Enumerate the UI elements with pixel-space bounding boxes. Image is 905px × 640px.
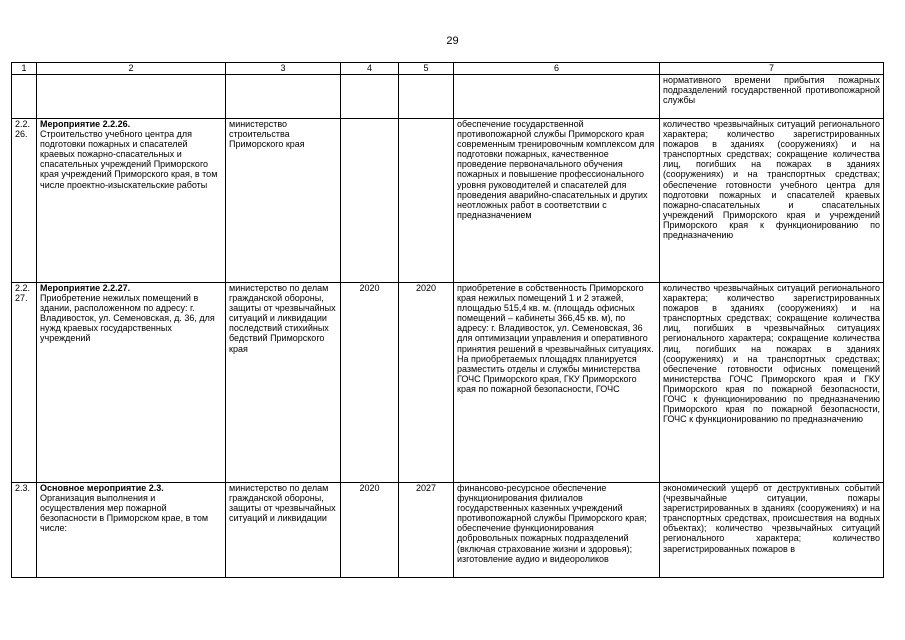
row-number	[12, 483, 37, 578]
table-row	[12, 483, 884, 578]
indicators-cell: количество чрезвычайных ситуаций регионального характера; количество зарегистрированных пожаров в зданиях (сооружениях) и на транспортных средствах; сокращение количества лиц, погибших в чрезвычайных ситуациях регионального характера; сокращение количества лиц, погибших на пожарах в зданиях (сооружениях) и на транспортных средствах; обеспечение готовности офисных помещений министерства ГОЧС Приморского края и ГКУ Приморского края по пожарной безопасности, ГОЧС к функционированию по предназначению Приморского края по пожарной безопасности, ГОЧС к функционированию по предназначению	[660, 283, 884, 483]
activity-cell	[37, 119, 226, 283]
executor-cell: министерство по делам гражданской обороны, защиты от чрезвычайных ситуаций и ликвидации последствий стихийных бедствий Приморского края	[226, 283, 341, 483]
header-col-1: 1	[12, 63, 37, 75]
activity-cell	[37, 75, 226, 119]
executor-cell: министерство строительства Приморского края	[226, 119, 341, 283]
activity-cell	[37, 483, 226, 578]
row-number	[12, 75, 37, 119]
start-year-cell	[341, 75, 399, 119]
description-cell	[454, 75, 660, 119]
activity-title: Мероприятие 2.2.26.	[40, 119, 131, 129]
activities-table	[11, 62, 884, 578]
activity-title: Мероприятие 2.2.27.	[40, 283, 131, 293]
row-number	[12, 119, 37, 283]
activity-text: Организация выполнения и осуществления мер пожарной безопасности в Приморском крае, в том числе:	[40, 493, 209, 534]
end-year-cell	[399, 119, 454, 283]
row-number-text: 2.3.	[15, 483, 31, 493]
end-year-cell: 2020	[399, 283, 454, 483]
description-cell: приобретение в собственность Приморского края нежилых помещений 1 и 2 этажей, площадью 515,4 кв. м. (площадь офисных помещений – кабинеты 366,45 кв. м), по адресу: г. Владивосток, ул. Семеновская, 36 для оптимизации управления и оперативного принятия решений в чрезвычайных ситуациях. На приобретаемых площадях планируется разместить отделы и службы министерства ГОЧС Приморского края, ГКУ Приморского края по пожарной безопасности, ГОЧС	[454, 283, 660, 483]
executor-cell: министерство по делам гражданской обороны, защиты от чрезвычайных ситуаций и ликвидации	[226, 483, 341, 578]
row-number-text: 2.2. 26.	[15, 119, 31, 140]
header-col-5: 5	[399, 63, 454, 75]
header-col-3: 3	[226, 63, 341, 75]
activity-text: Строительство учебного центра для подготовки пожарных и спасателей краевых пожарно-спасательных и спасательных учреждений Приморского края учреждений Приморского края, в том числе проектно-изыскательские работы	[40, 129, 218, 190]
table-row	[12, 75, 884, 119]
table-header	[12, 63, 884, 75]
row-number-text: 2.2. 27.	[15, 283, 31, 304]
activity-cell	[37, 283, 226, 483]
header-col-4: 4	[341, 63, 399, 75]
description-cell: обеспечение государственной противопожарной службы Приморского края современным тренировочным комплексом для подготовки пожарных, качественное проведение первоначального обучения пожарных и повышение профессионального уровня руководителей и спасателей для проведения аварийно-спасательных и других неотложных работ в соответствии с предназначением	[454, 119, 660, 283]
header-col-7: 7	[660, 63, 884, 75]
indicators-cell: экономический ущерб от деструктивных событий (чрезвычайные ситуации, пожары зарегистрированных в зданиях (сооружениях) и на транспортных средствах, происшествия на водных объектах); количество чрезвычайных ситуаций регионального характера; количество зарегистрированных пожаров в	[660, 483, 884, 578]
indicators-cell: нормативного времени прибытия пожарных подразделений государственной противопожарной службы	[660, 75, 884, 119]
end-year-cell	[399, 75, 454, 119]
indicators-cell: количество чрезвычайных ситуаций регионального характера; количество зарегистрированных пожаров в зданиях (сооружениях) и на транспортных средствах; сокращение количества лиц, погибших на пожарах в зданиях (сооружениях) и на транспортных средствах; обеспечение готовности учебного центра для подготовки пожарных и спасателей краевых пожарно-спасательных и спасательных учреждений Приморского края и учреждений Приморского края к функционированию по предназначению	[660, 119, 884, 283]
activity-text: Приобретение нежилых помещений в здании, расположенном по адресу: г. Владивосток, ул. Семеновская, д. 36, для нужд краевых государственных учреждений	[40, 293, 215, 344]
table-row	[12, 119, 884, 283]
executor-cell	[226, 75, 341, 119]
start-year-cell: 2020	[341, 283, 399, 483]
description-cell: финансово-ресурсное обеспечение функционирования филиалов государственных казенных учреждений противопожарной службы Приморского края; обеспечение функционирования добровольных пожарных подразделений (включая страхование жизни и здоровья); изготовление аудио и видеороликов	[454, 483, 660, 578]
start-year-cell	[341, 119, 399, 283]
header-col-2: 2	[37, 63, 226, 75]
header-col-6: 6	[454, 63, 660, 75]
page-number: 29	[446, 35, 459, 47]
start-year-cell: 2020	[341, 483, 399, 578]
activity-title: Основное мероприятие 2.3.	[40, 483, 164, 493]
end-year-cell: 2027	[399, 483, 454, 578]
table-row	[12, 283, 884, 483]
row-number	[12, 283, 37, 483]
